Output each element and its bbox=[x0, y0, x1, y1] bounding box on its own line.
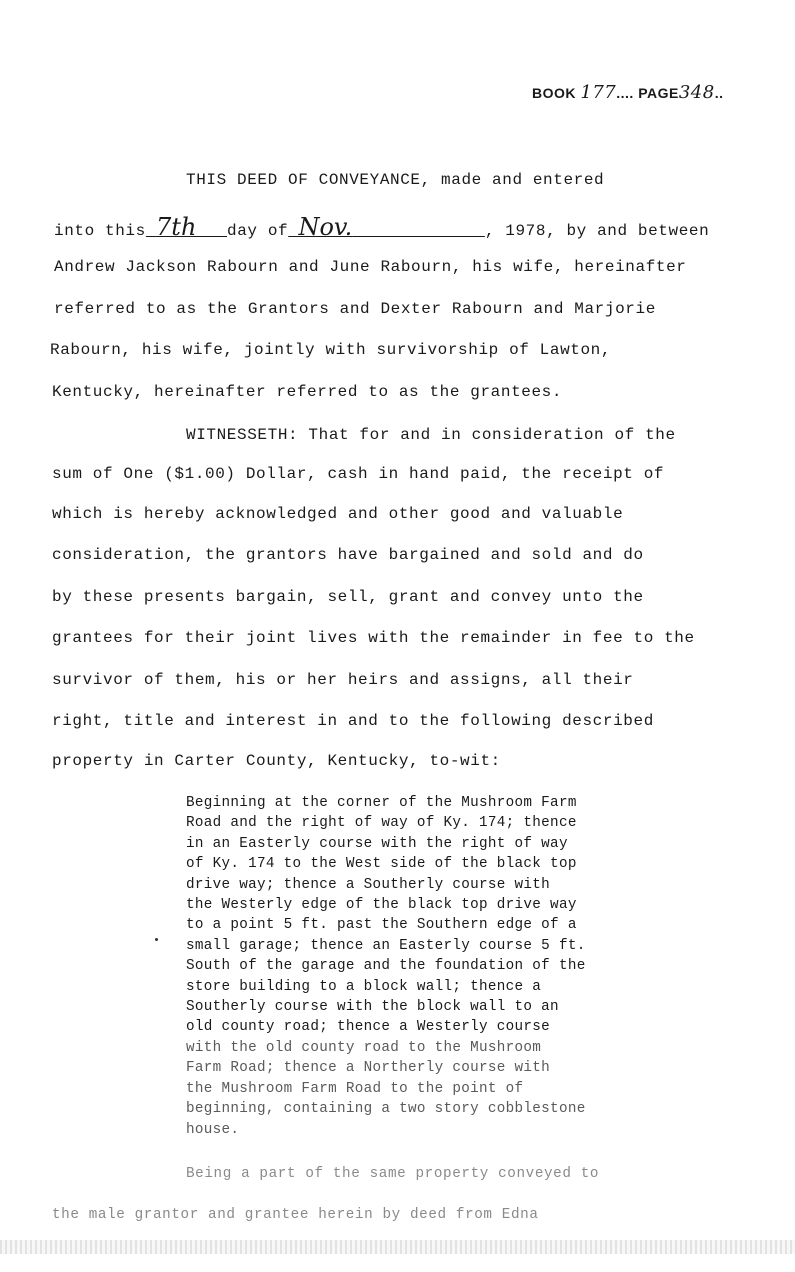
legal-line: in an Easterly course with the right of way bbox=[186, 835, 568, 852]
deed-line-2 bbox=[54, 213, 709, 241]
deed-line-4: referred to as the Grantors and Dexter Rabourn and Marjorie bbox=[54, 300, 656, 318]
legal-line: drive way; thence a Southerly course with bbox=[186, 876, 551, 893]
deed-line-13: survivor of them, his or her heirs and assigns, all their bbox=[52, 671, 634, 689]
deed-line-10: consideration, the grantors have bargained and sold and do bbox=[52, 546, 644, 564]
deed-line-6: Kentucky, hereinafter referred to as the grantees. bbox=[52, 383, 563, 401]
handwritten-day: 7th bbox=[156, 213, 197, 241]
deed-line-15: property in Carter County, Kentucky, to-wit: bbox=[52, 752, 501, 770]
legal-line: store building to a block wall; thence a bbox=[186, 978, 542, 995]
day-of-text: day of bbox=[227, 222, 289, 240]
legal-line: Beginning at the corner of the Mushroom Farm bbox=[186, 795, 577, 811]
deed-line-14: right, title and interest in and to the following described bbox=[52, 712, 654, 730]
deed-line-9: which is hereby acknowledged and other good and valuable bbox=[52, 505, 624, 523]
legal-line: to a point 5 ft. past the Southern edge of a bbox=[186, 917, 577, 934]
legal-line: of Ky. 174 to the West side of the black top bbox=[186, 856, 577, 873]
legal-line: old county road; thence a Westerly course bbox=[186, 1019, 551, 1036]
legal-line: small garage; thence an Easterly course 5 ft. bbox=[186, 937, 586, 954]
deed-line-8: sum of One ($1.00) Dollar, cash in hand paid, the receipt of bbox=[52, 465, 665, 483]
legal-line: Southerly course with the block wall to an bbox=[186, 999, 559, 1016]
scan-edge-artifact bbox=[0, 1240, 795, 1254]
handwritten-month: Nov. bbox=[298, 213, 353, 241]
deed-line-12: grantees for their joint lives with the remainder in fee to the bbox=[52, 629, 695, 647]
legal-line: house. bbox=[186, 1121, 240, 1138]
tail-line-1: Being a part of the same property conveyed to bbox=[186, 1166, 600, 1182]
deed-line-11: by these presents bargain, sell, grant and convey unto the bbox=[52, 588, 644, 606]
deed-line-1: THIS DEED OF CONVEYANCE, made and entered bbox=[186, 171, 605, 189]
legal-description bbox=[186, 793, 706, 1140]
into-this-text: into this bbox=[54, 222, 146, 240]
deed-line-3: Andrew Jackson Rabourn and June Rabourn, his wife, hereinafter bbox=[54, 258, 687, 276]
page-number: 348 bbox=[678, 82, 715, 103]
deed-line-7: WITNESSETH: That for and in consideration of the bbox=[186, 426, 676, 444]
book-label: BOOK bbox=[532, 85, 576, 101]
stray-mark bbox=[155, 938, 158, 941]
legal-line: the Mushroom Farm Road to the point of bbox=[186, 1080, 524, 1097]
legal-line: the Westerly edge of the black top drive way bbox=[186, 897, 577, 914]
book-page-reference: BOOK 177.... PAGE348.. bbox=[532, 82, 724, 103]
legal-line: Road and the right of way of Ky. 174; thence bbox=[186, 815, 577, 832]
legal-line: beginning, containing a two story cobblestone bbox=[186, 1101, 586, 1118]
book-number: 177 bbox=[580, 82, 617, 103]
legal-line: Farm Road; thence a Northerly course with bbox=[186, 1060, 551, 1077]
tail-line-2: the male grantor and grantee herein by deed from Edna bbox=[52, 1207, 539, 1223]
page-label: PAGE bbox=[638, 85, 679, 101]
legal-line: South of the garage and the foundation of the bbox=[186, 958, 586, 975]
year-text: , 1978, by and between bbox=[484, 222, 710, 240]
legal-line: with the old county road to the Mushroom bbox=[186, 1039, 542, 1056]
deed-line-5: Rabourn, his wife, jointly with survivorship of Lawton, bbox=[50, 341, 612, 359]
